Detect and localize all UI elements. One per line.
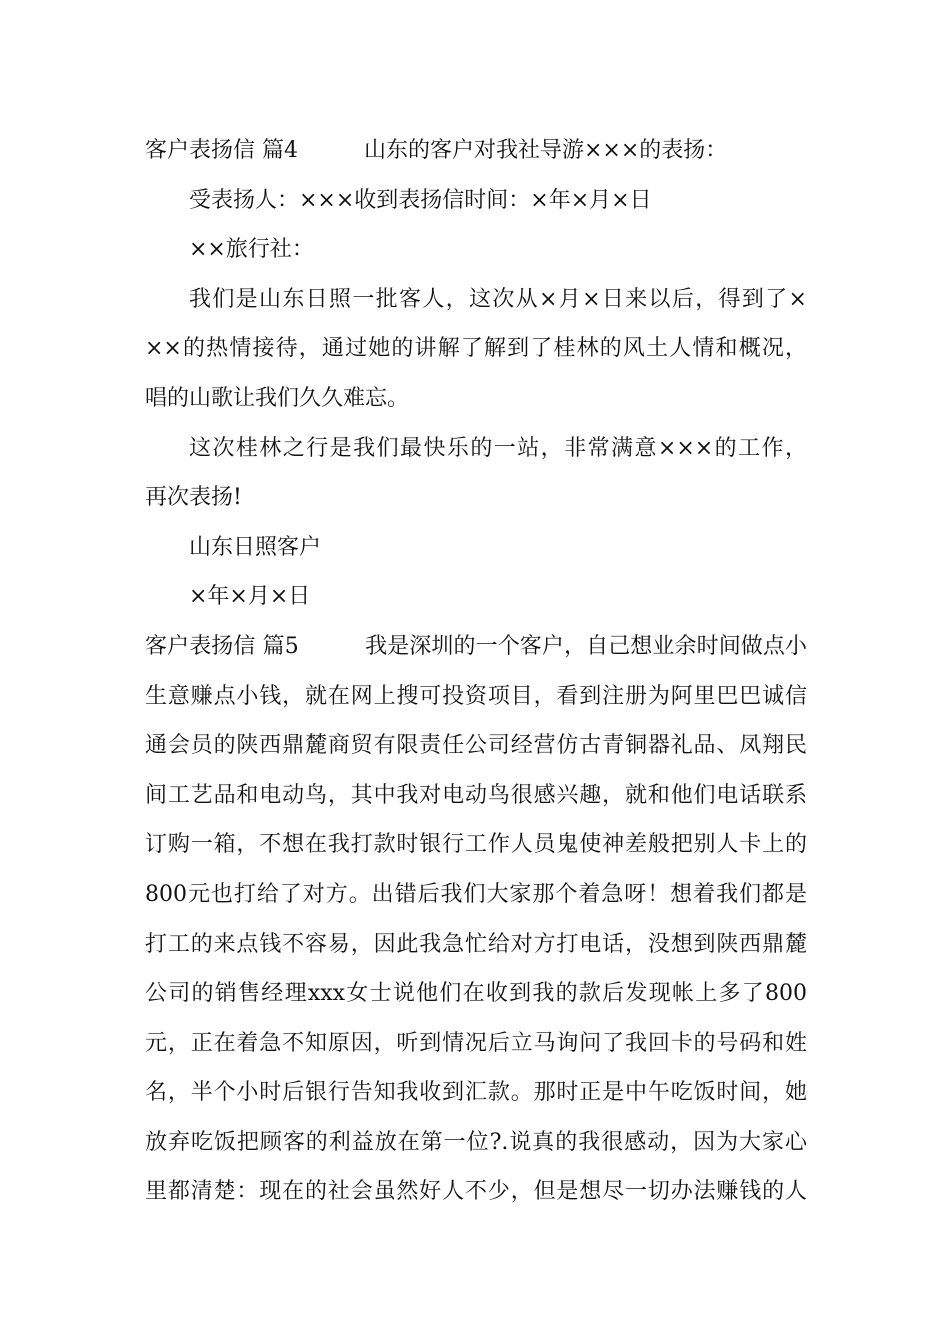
text-line: 生意赚点小钱，就在网上搜可投资项目，看到注册为阿里巴巴诚信 (145, 683, 807, 709)
text-line: 受表扬人：×××收到表扬信时间：×年×月×日 (189, 187, 652, 213)
text-line: 元，正在着急不知原因，听到情况后立马询问了我回卡的号码和姓 (145, 1030, 807, 1056)
text-line: 间工艺品和电动鸟，其中我对电动鸟很感兴趣，就和他们电话联系 (145, 782, 807, 808)
text-line: ×年×月×日 (189, 584, 311, 610)
text-line: 山东日照客户 (189, 534, 322, 560)
text-line: 名，半个小时后银行告知我收到汇款。那时正是中午吃饭时间，她 (145, 1080, 807, 1106)
text-line: 里都清楚：现在的社会虽然好人不少，但是想尽一切办法赚钱的人 (145, 1179, 807, 1205)
text-line: 公司的销售经理xxx女士说他们在收到我的款后发现帐上多了800 (145, 981, 807, 1007)
text-line: 这次桂林之行是我们最快乐的一站，非常满意×××的工作， (189, 435, 807, 461)
text-line: 放弃吃饭把顾客的利益放在第一位?.说真的我很感动，因为大家心 (145, 1129, 807, 1155)
text-line: 客户表扬信 篇5 我是深圳的一个客户，自己想业余时间做点小 (145, 633, 807, 659)
text-line: 唱的山歌让我们久久难忘。 (145, 385, 410, 411)
text-line: 再次表扬! (145, 485, 242, 511)
text-line: 800元也打给了对方。出错后我们大家那个着急呀！想着我们都是 (145, 881, 807, 907)
text-line: 打工的来点钱不容易，因此我急忙给对方打电话，没想到陕西鼎麓 (145, 931, 807, 957)
text-line: 订购一箱，不想在我打款时银行工作人员鬼使神差般把别人卡上的 (145, 832, 807, 858)
text-line: 客户表扬信 篇4 山东的客户对我社导游×××的表扬： (145, 138, 728, 163)
text-line: ××的热情接待，通过她的讲解了解到了桂林的风土人情和概况， (145, 336, 807, 362)
text-line: ××旅行社： (189, 237, 314, 263)
document-page (145, 126, 807, 1217)
text-line: 通会员的陕西鼎麓商贸有限责任公司经营仿古青铜器礼品、凤翔民 (145, 733, 807, 759)
text-line: 我们是山东日照一批客人，这次从×月×日来以后，得到了× (189, 286, 807, 312)
